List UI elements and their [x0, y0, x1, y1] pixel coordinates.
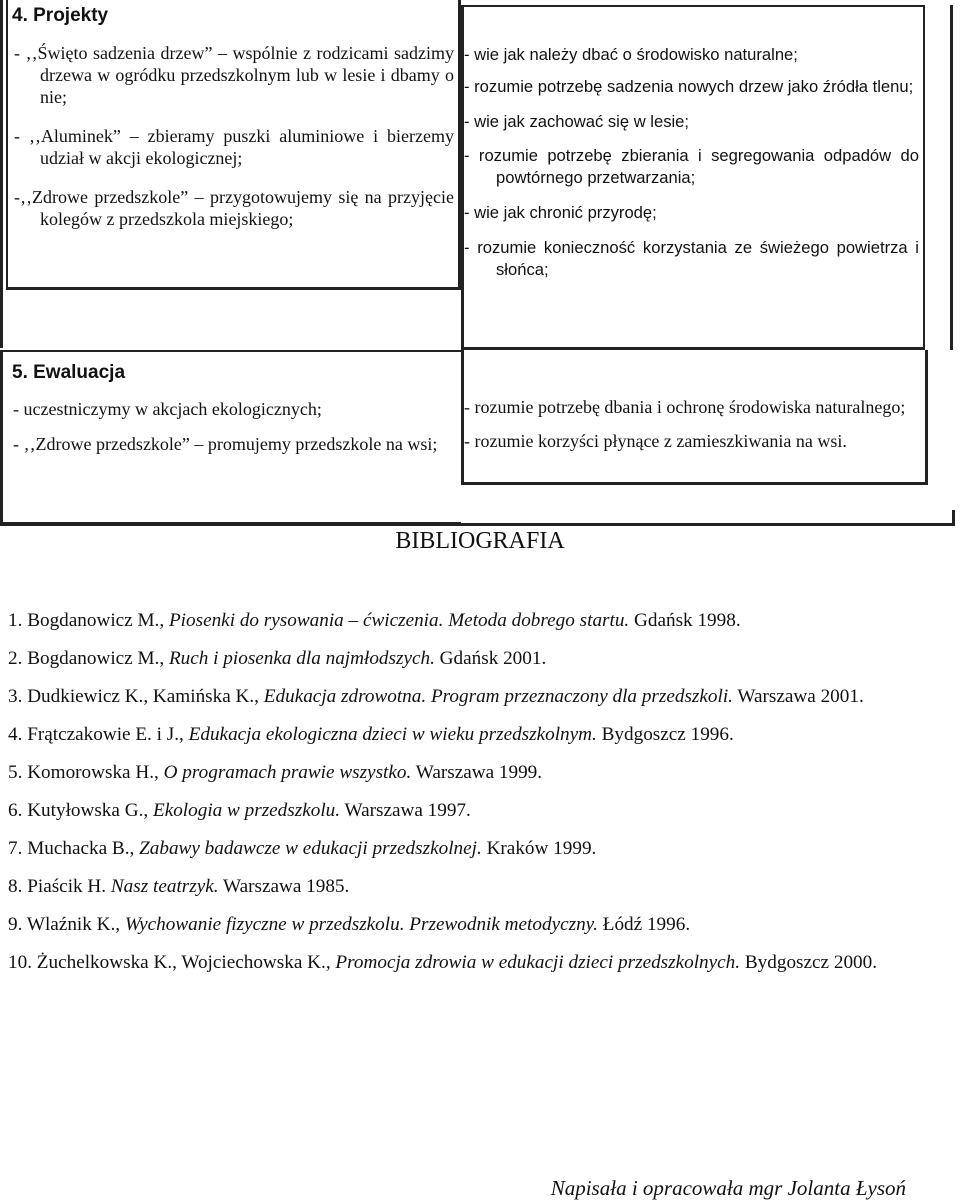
entry-publication: Warszawa 1985.: [218, 876, 350, 897]
section4-left-item: -‚‚Zdrowe przedszkole” – przygotowujemy się na przyjęcie kolegów z przedszkola miejskiego;: [14, 187, 454, 229]
entry-author: 4. Frątczakowie E. i J.,: [8, 724, 189, 745]
bibliography-title: BIBLIOGRAFIA: [395, 528, 565, 554]
section4-left-list: [14, 42, 454, 230]
entry-publication: Warszawa 1997.: [340, 800, 471, 821]
bibliography-entry: [8, 951, 958, 975]
entry-publication: Bydgoszcz 1996.: [596, 724, 734, 745]
section4-right-item: - rozumie potrzebę zbierania i segregowania odpadów do powtórnego przetwarzania;: [464, 146, 919, 187]
author-signature: Napisała i opracowała mgr Jolanta Łysoń: [550, 1176, 906, 1200]
section4-right-cell: [461, 5, 925, 350]
entry-author: 1. Bogdanowicz M.,: [8, 610, 169, 631]
entry-publication: Gdańsk 1998.: [629, 610, 741, 631]
entry-title: Ruch i piosenka dla najmłodszych.: [168, 648, 435, 669]
entry-publication: Bydgoszcz 2000.: [740, 952, 878, 973]
entry-title: Wychowanie fizyczne w przedszkolu. Przewodnik metodyczny.: [124, 914, 598, 935]
bibliography-entry: [8, 685, 958, 709]
section4-right-item: - rozumie potrzebę sadzenia nowych drzew jako źródła tlenu;: [464, 77, 914, 96]
entry-author: 5. Komorowska H.,: [8, 762, 164, 783]
entry-author: 2. Bogdanowicz M.,: [8, 648, 169, 669]
section5-left-item: - uczestniczymy w akcjach ekologicznych;: [13, 399, 322, 419]
section5-left-item: - ‚‚Zdrowe przedszkole” – promujemy przedszkole na wsi;: [13, 434, 438, 454]
entry-author: 10. Żuchelkowska K., Wojciechowska K.,: [8, 952, 336, 973]
entry-title: Edukacja zdrowotna. Program przeznaczony dla przedszkoli.: [263, 686, 733, 707]
section5-right-item: - rozumie potrzebę dbania i ochronę środowiska naturalnego;: [464, 397, 906, 417]
section5-left-cell: [0, 350, 461, 525]
section5-right-item: - rozumie korzyści płynące z zamieszkiwania na wsi.: [464, 431, 847, 451]
entry-title: Ekologia w przedszkolu.: [152, 800, 341, 821]
section4-right-frame-outer: [923, 5, 953, 350]
section5-right-cell: [461, 350, 928, 485]
entry-publication: Łódź 1996.: [597, 914, 691, 935]
section5-right-list: [464, 396, 922, 452]
entry-author: 7. Muchacka B.,: [8, 838, 140, 859]
bibliography-entry: [8, 609, 958, 633]
bibliography-entry: [8, 761, 958, 785]
entry-title: Promocja zdrowia w edukacji dzieci przedszkolnych.: [335, 952, 741, 973]
section4-right-item: - rozumie konieczność korzystania ze świeżego powietrza i słońca;: [464, 238, 919, 279]
bibliography-entry: [8, 837, 958, 861]
entry-title: O programach prawie wszystko.: [163, 762, 412, 783]
entry-author: 8. Piaścik H.: [8, 876, 111, 897]
entry-title: Piosenki do rysowania – ćwiczenia. Metoda dobrego startu.: [168, 610, 630, 631]
entry-author: 3. Dudkiewicz K., Kamińska K.,: [8, 686, 264, 707]
entry-publication: Warszawa 2001.: [732, 686, 864, 707]
section5-bottom-rule: [0, 510, 955, 526]
section4-right-item: - wie jak należy dbać o środowisko naturalne;: [464, 45, 798, 64]
section4-left-item: - ‚‚Aluminek” – zbieramy puszki aluminiowe i bierzemy udział w akcji ekologicznej;: [14, 126, 454, 168]
section4-header: 4. Projekty: [12, 5, 109, 26]
section5-left-list: [13, 398, 455, 455]
entry-publication: Warszawa 1999.: [411, 762, 543, 783]
bibliography-entry: [8, 723, 958, 747]
entry-title: Zabawy badawcze w edukacji przedszkolnej.: [139, 838, 482, 859]
section4-left-item: - ‚‚Święto sadzenia drzew” – wspólnie z rodzicami sadzimy drzewa w ogródku przedszkolnym lub w lesie i dbamy o nie;: [14, 43, 454, 107]
entry-publication: Gdańsk 2001.: [434, 648, 547, 669]
entry-title: Edukacja ekologiczna dzieci w wieku przedszkolnym.: [188, 724, 597, 745]
entry-author: 9. Wlaźnik K.,: [8, 914, 125, 935]
entry-title: Nasz teatrzyk.: [110, 876, 219, 897]
section4-right-item: - wie jak zachować się w lesie;: [464, 112, 690, 131]
bibliography-entry: [8, 913, 958, 937]
entry-publication: Kraków 1999.: [481, 838, 597, 859]
entry-author: 6. Kutyłowska G.,: [8, 800, 153, 821]
bibliography-list: [8, 609, 958, 975]
section5-header: 5. Ewaluacja: [12, 362, 126, 383]
bibliography-entry: [8, 875, 958, 899]
section4-right-list: [464, 44, 919, 281]
bibliography-entry: [8, 799, 958, 823]
section4-left-cell: [6, 0, 461, 290]
section4-right-item: - wie jak chronić przyrodę;: [464, 203, 657, 222]
bibliography-entry: [8, 647, 958, 671]
